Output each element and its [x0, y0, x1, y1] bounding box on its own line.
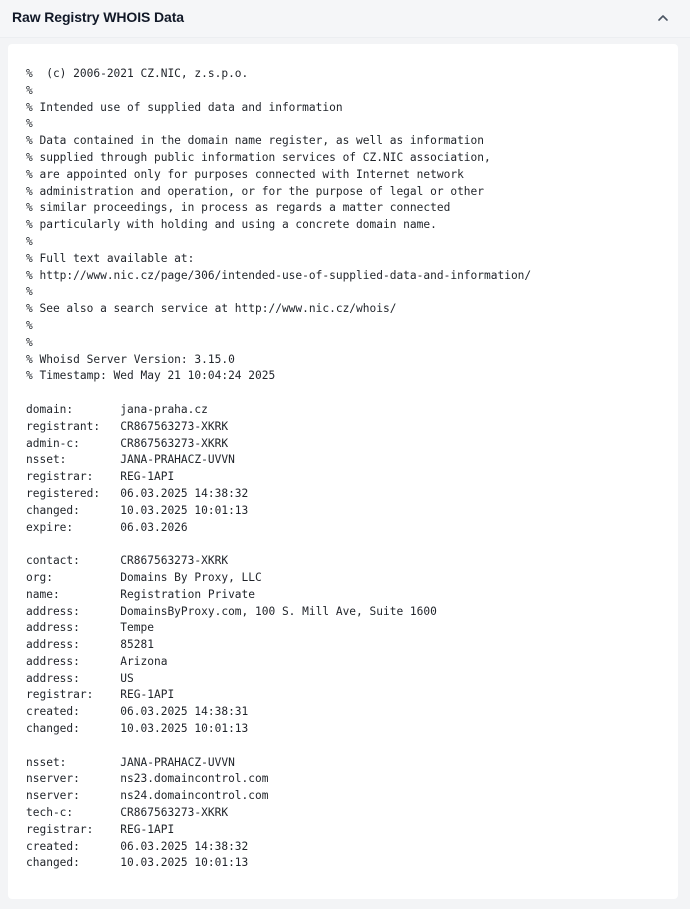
chevron-up-icon[interactable] — [656, 11, 670, 25]
whois-content — [8, 44, 678, 899]
panel-header[interactable] — [0, 0, 690, 38]
panel-title: Raw Registry WHOIS Data — [12, 9, 184, 25]
whois-raw-text: % (c) 2006-2021 CZ.NIC, z.s.p.o. % % Intended use of supplied data and information % % Data contained in the domain name register, as well as information % supplied through public information services of CZ.NIC association, % are appointed only for purposes connected with Internet network % administration and operation, or for the purpose of legal or other % similar proceedings, in process as regards a matter connected % particularly with holding and using a concrete domain name. % % Full text available at: % http://www.nic.cz/page/306/intended-use-of-supplied-data-and-information/ % % See also a search service at http://www.nic.cz/whois/ % % % Whoisd Server Version: 3.15.0 % Timestamp: Wed May 21 10:04:24 2025 domain: jana-praha.cz registrant: CR867563273-XKRK admin-c: CR867563273-XKRK nsset: JANA-PRAHACZ-UVVN registrar: REG-1API registered: 06.03.2025 14:38:32 changed: 10.03.2025 10:01:13 expire: 06.03.2026 contact: CR867563273-XKRK org: Domains By Proxy, LLC name: Registration Private address: DomainsByProxy.com, 100 S. Mill Ave, Suite 1600 address: Tempe address: 85281 address: Arizona address: US registrar: REG-1API created: 06.03.2025 14:38:31 changed: 10.03.2025 10:01:13 nsset: JANA-PRAHACZ-UVVN nserver: ns23.domaincontrol.com nserver: ns24.domaincontrol.com tech-c: CR867563273-XKRK registrar: REG-1API created: 06.03.2025 14:38:32 changed: 10.03.2025 10:01:13 — [26, 67, 532, 870]
